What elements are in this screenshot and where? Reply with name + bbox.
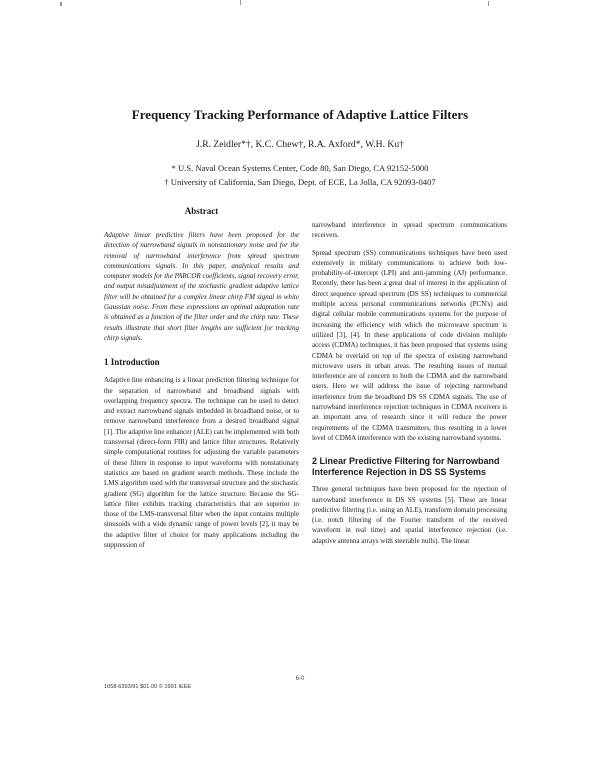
section-1-heading: 1 Introduction bbox=[104, 357, 160, 368]
right-column bbox=[312, 220, 507, 546]
affiliation-navy: * U.S. Naval Ocean Systems Center, Code 80, San Diego, CA 92152-5000 bbox=[171, 163, 429, 173]
author-list: J.R. Zeidler*†, K.C. Chew†, R.A. Axford*, W.H. Ku† bbox=[196, 139, 404, 150]
paper-title: Frequency Tracking Performance of Adaptive Lattice Filters bbox=[131, 107, 469, 122]
section-2-text: Three general techniques have been proposed for the rejection of narrowband interference in DS SS systems [5]. These are linear predictive filtering (i.e. using an ALE), transform domain processing (i.e. notch filtering of the Fourier transform of the received waveform in real time) and spatial interference rejection (i.e. adaptive antenna arrays with steerable nulls). The linear bbox=[312, 485, 507, 545]
left-column bbox=[104, 206, 299, 550]
abstract-text: Adaptive linear predictive filters have been proposed for the detection of narrowband signals in nonstationary noise and for the removal of narrowband interference from spread spectrum communications signals. In this paper, analytical results and computer models for the PARCOR coefficients, signal recovery error, and output misadjustment of the stochastic gradient adaptive lattice filter will be obtained for a complex linear chirp FM signal in white Gaussian noise. From these expressions an optimal adaptation rate is obtained as a function of the filter order and the chirp rate. These results illustrate that short filter lengths are sufficient for tracking chirp signals. bbox=[104, 231, 299, 342]
abstract-heading: Abstract bbox=[184, 206, 219, 216]
spread-spectrum-paragraph: Spread spectrum (SS) communications techniques have been used extensively in military communications to achieve both low-probability-of-intercept (LPI) and anti-jamming (AJ) performance. Recently, there has been a great deal of interest in the application of direct sequence spread spectrum (DS SS) techniques to commercial multiple access personal communications networks (PCN's) and digital cellular mobile communications systems for the purpose of increasing the efficiency with which the microwave spectrum is utilized [3], [4]. In these applications of code division multiple access (CDMA) techniques, it has been proposed that systems using CDMA be overlaid on top of the spectra of existing narrowband microwave users in urban areas. The resulting issues of mutual interference are of concern to both the CDMA and the narrowband users. Here we will address the issue of rejecting narrowband interference from the broadband DS SS CDMA signals. The use of narrowband interference rejection techniques in CDMA receivers is an important area of research since it will reduce the power requirements of the CDMA transmitters, thus resulting in a lower level of CDMA interference with the existing narrowband systems. bbox=[312, 248, 507, 442]
scan-speck bbox=[60, 2, 62, 6]
copyright-footer: 1058-6393/91 $01.00 © 1991 IEEE bbox=[104, 684, 192, 690]
continued-paragraph: narrowband interference in spread spectrum communications receivers. bbox=[312, 221, 507, 240]
section-1-text: Adaptive line enhancing is a linear prediction filtering technique for the separation of narrowband and broadband signals with overlapping frequency spectra. The technique can be used to detect and extract narrowband signals imbedded in broadband noise, or to remove narrowband interference from a desired broadband signal [1]. The adaptive line enhancer (ALE) can be implemented with both transversal (direct-form FIR) and lattice filter structures. Relatively simple computational routines for adjusting the variable parameters of these filters in response to input waveforms with nonstationary statistics are based on gradient search methods. These include the LMS algorithm used with the transversal structure and the stochastic gradient (SG) algorithm for the lattice structure. Because the SG-lattice filter exhibits tracking characteristics that are superior to those of the LMS-transversal filter when the input contains multiple sinusoids with a wide dynamic range of power levels [2], it may be the adaptive filter of choice for many applications including the suppression of bbox=[104, 376, 299, 550]
section-2-heading: 2 Linear Predictive Filtering for Narrowband Interference Rejection in DS SS Systems bbox=[312, 456, 500, 478]
scan-speck bbox=[488, 1, 489, 6]
affiliation-ucsd: † University of California, San Diego, Dept. of ECE, La Jolla, CA 92093-0407 bbox=[164, 177, 436, 187]
page-number: 6-0 bbox=[295, 676, 305, 682]
scan-speck bbox=[240, 0, 241, 5]
